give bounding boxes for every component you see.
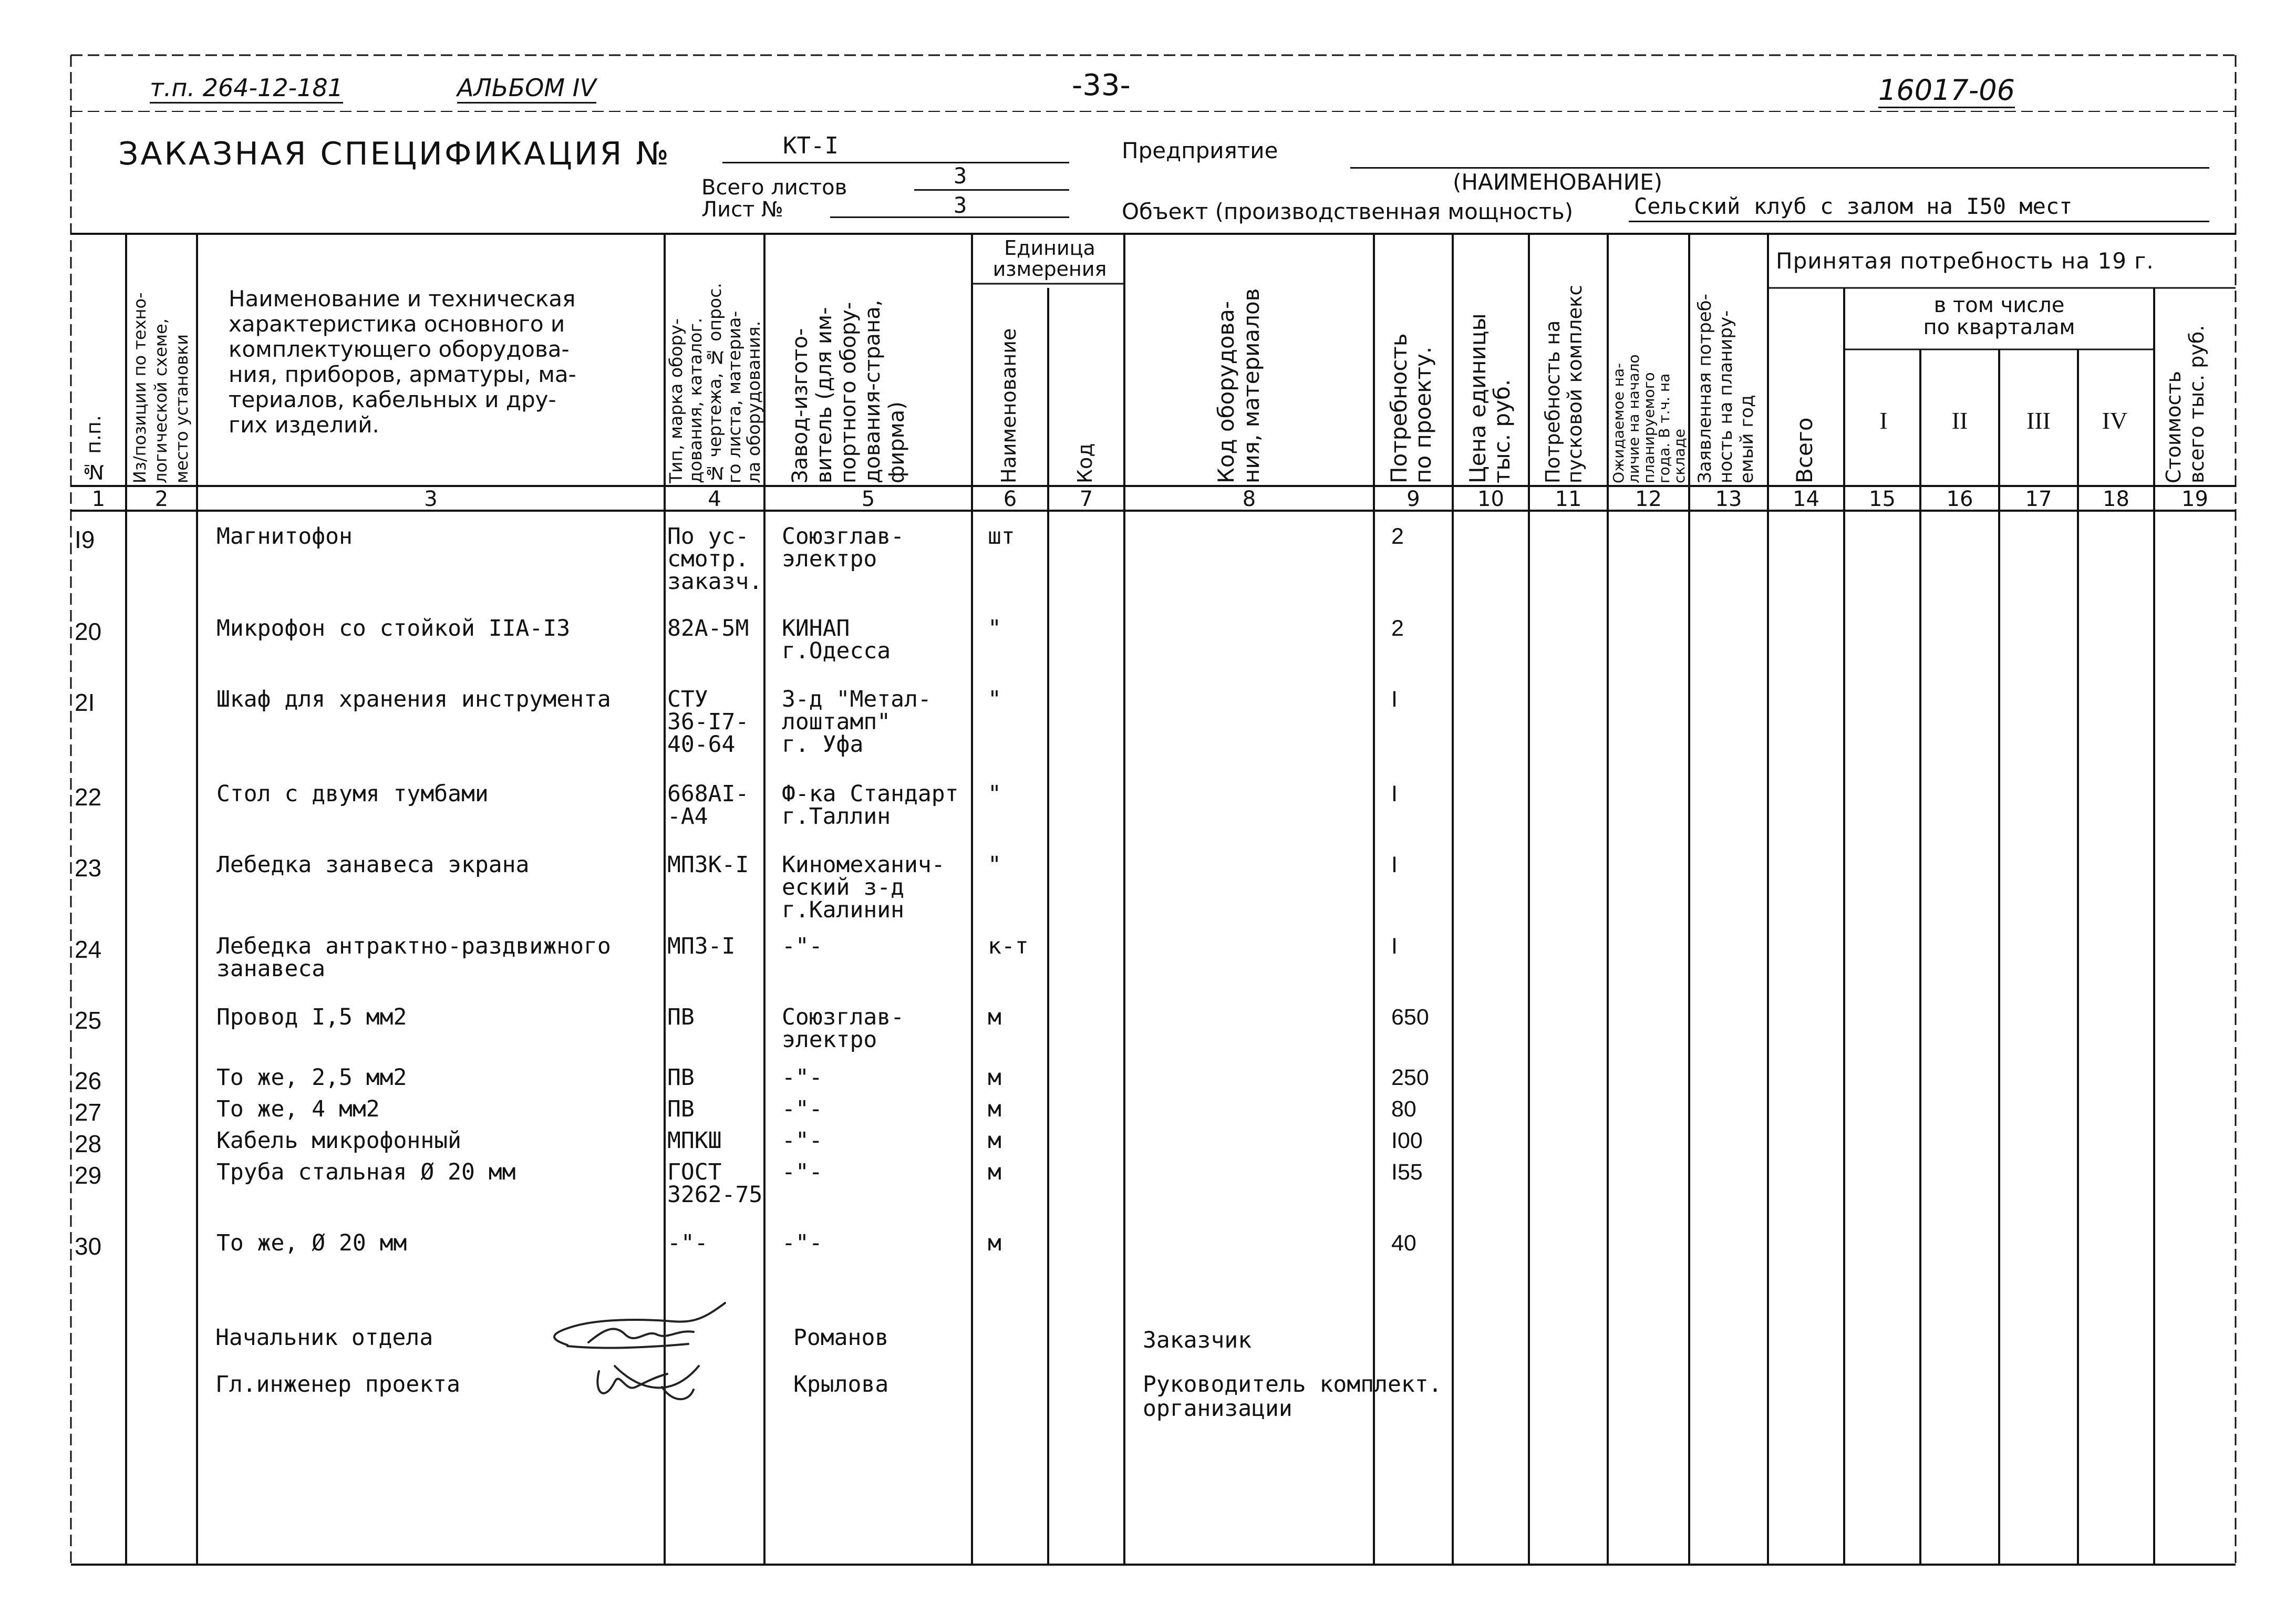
item-name: Провод I,5 мм2 bbox=[216, 1004, 407, 1030]
column-number: 6 bbox=[1003, 487, 1017, 511]
dept-head-name: Романов bbox=[793, 1325, 889, 1351]
item-type: ПВ bbox=[667, 1004, 695, 1030]
item-manufacturer: Союзглав- электро bbox=[782, 1004, 904, 1053]
col-10-heading: Цена единицы тыс. руб. bbox=[1465, 313, 1515, 483]
col-19-heading: Стоимость всего тыс. руб. bbox=[2162, 325, 2208, 483]
document-number: 16017-06 bbox=[1878, 74, 2015, 108]
item-manufacturer: -"- bbox=[782, 1127, 823, 1154]
column-number: 16 bbox=[1946, 487, 1973, 511]
item-name: Лебедка занавеса экрана bbox=[216, 852, 530, 878]
item-name: То же, 4 мм2 bbox=[216, 1096, 380, 1122]
item-name: Кабель микрофонный bbox=[216, 1127, 461, 1154]
item-quantity: I bbox=[1391, 934, 1398, 959]
item-type: 82А-5М bbox=[667, 615, 749, 642]
item-name: Лебедка антрактно-раздвижного занавеса bbox=[216, 933, 611, 982]
item-name: Стол с двумя тумбами bbox=[216, 781, 489, 807]
col-7-heading: Код bbox=[1073, 443, 1097, 483]
customer-label: Заказчик bbox=[1143, 1327, 1252, 1353]
item-unit: м bbox=[988, 1230, 1001, 1256]
item-quantity: 80 bbox=[1391, 1096, 1416, 1122]
chief-engineer-name: Крылова bbox=[793, 1371, 889, 1398]
handwritten-signatures bbox=[536, 1298, 757, 1419]
item-manufacturer: Киномеханич- еский з-д г.Калинин bbox=[782, 852, 945, 923]
row-number: 20 bbox=[75, 618, 102, 645]
col-14-heading: Всего bbox=[1792, 417, 1817, 483]
item-type: 668АI- -А4 bbox=[667, 781, 749, 830]
column-number: 17 bbox=[2025, 487, 2052, 511]
item-type: СТУ 36-I7- 40-64 bbox=[667, 686, 749, 758]
item-type: ПВ bbox=[667, 1064, 695, 1091]
column-number: 11 bbox=[1555, 487, 1582, 511]
supplier-label: Руководитель комплект. организации bbox=[1143, 1371, 1442, 1422]
item-quantity: 40 bbox=[1391, 1230, 1416, 1256]
row-number: I9 bbox=[75, 526, 95, 553]
item-name: Шкаф для хранения инструмента bbox=[216, 686, 611, 712]
dept-head-label: Начальник отдела bbox=[215, 1325, 433, 1351]
total-sheets-value: 3 bbox=[954, 163, 967, 189]
item-quantity: I55 bbox=[1391, 1160, 1423, 1185]
item-quantity: I bbox=[1391, 852, 1398, 877]
item-unit: м bbox=[988, 1064, 1001, 1091]
item-type: МПЗК-I bbox=[667, 852, 749, 878]
item-unit: м bbox=[988, 1159, 1001, 1185]
row-number: 25 bbox=[75, 1007, 102, 1034]
item-quantity: 2 bbox=[1391, 616, 1404, 641]
col-11-heading: Потребность на пусковой комплекс bbox=[1542, 285, 1586, 483]
item-quantity: 650 bbox=[1391, 1005, 1429, 1030]
item-type: ГОСТ 3262-75 bbox=[667, 1159, 763, 1208]
sheet-no-value: 3 bbox=[954, 192, 967, 218]
row-number: 30 bbox=[75, 1233, 102, 1260]
item-unit: " bbox=[988, 686, 1001, 712]
item-unit: " bbox=[988, 615, 1001, 642]
item-name: Труба стальная Ø 20 мм bbox=[216, 1159, 516, 1185]
item-type: По ус- смотр. заказч. bbox=[667, 523, 763, 595]
row-number: 22 bbox=[75, 783, 102, 811]
column-number: 9 bbox=[1406, 487, 1420, 511]
column-number: 7 bbox=[1079, 487, 1093, 511]
row-number: 27 bbox=[75, 1099, 102, 1126]
item-unit: шт bbox=[988, 523, 1015, 550]
spec-title: ЗАКАЗНАЯ СПЕЦИФИКАЦИЯ № bbox=[118, 136, 671, 172]
quarters-group-heading: в том числе по кварталам bbox=[1923, 293, 2075, 339]
item-unit: к-т bbox=[988, 933, 1029, 959]
col-2-heading: Из/позиции по техно- логической схеме, место установки bbox=[130, 292, 192, 483]
album-label: АЛЬБОМ IV bbox=[457, 74, 596, 104]
col-6-heading: Наименование bbox=[997, 328, 1020, 483]
item-quantity: I bbox=[1391, 687, 1398, 712]
row-number: 24 bbox=[75, 936, 102, 963]
col-1-heading: № п.п. bbox=[82, 415, 105, 483]
item-manufacturer: Ф-ка Стандарт г.Таллин bbox=[782, 781, 959, 830]
item-quantity: I bbox=[1391, 781, 1398, 806]
chief-engineer-label: Гл.инженер проекта bbox=[215, 1371, 460, 1398]
item-unit: " bbox=[988, 852, 1001, 878]
item-manufacturer: З-д "Метал- лоштамп" г. Уфа bbox=[782, 686, 932, 758]
row-number: 23 bbox=[75, 854, 102, 882]
row-number: 28 bbox=[75, 1130, 102, 1157]
enterprise-label: Предприятие bbox=[1122, 138, 1278, 163]
item-name: Магнитофон bbox=[216, 523, 353, 550]
column-number: 10 bbox=[1477, 487, 1504, 511]
column-number: 5 bbox=[861, 487, 875, 511]
name-caption: (НАИМЕНОВАНИЕ) bbox=[1453, 169, 1662, 195]
object-value: Сельский клуб с залом на I50 мест bbox=[1634, 193, 2073, 219]
accepted-group-heading: Принятая потребность на 19 г. bbox=[1776, 248, 2154, 274]
col-4-heading: Тип, марка обору- дования, каталог. № чертежа, № опрос. го листа, материа- ла оборудования. bbox=[666, 283, 764, 483]
item-quantity: I00 bbox=[1391, 1128, 1423, 1153]
column-number: 12 bbox=[1635, 487, 1662, 511]
item-manufacturer: -"- bbox=[782, 933, 823, 959]
column-number: 18 bbox=[2103, 487, 2129, 511]
item-manufacturer: -"- bbox=[782, 1230, 823, 1256]
item-type: -"- bbox=[667, 1230, 708, 1256]
column-number: 14 bbox=[1793, 487, 1819, 511]
item-type: МПЗ-I bbox=[667, 933, 736, 959]
item-manufacturer: Союзглав- электро bbox=[782, 523, 904, 572]
object-label: Объект (производственная мощность) bbox=[1122, 199, 1574, 224]
item-unit: " bbox=[988, 781, 1001, 807]
item-type: ПВ bbox=[667, 1096, 695, 1122]
item-manufacturer: -"- bbox=[782, 1096, 823, 1122]
column-number: 3 bbox=[424, 487, 438, 511]
column-number: 4 bbox=[708, 487, 721, 511]
item-unit: м bbox=[988, 1127, 1001, 1154]
item-quantity: 250 bbox=[1391, 1065, 1429, 1090]
item-quantity: 2 bbox=[1391, 524, 1404, 549]
col-3-heading: Наименование и техническая характеристика основного и комплектующего оборудова- ния, приборов, арматуры, ма- териалов, кабельных и дру- гих изделий. bbox=[229, 286, 576, 438]
col-5-heading: Завод-изгото- витель (для им- портного обору- дования-страна, фирма) bbox=[788, 299, 909, 483]
item-unit: м bbox=[988, 1004, 1001, 1030]
item-name: То же, Ø 20 мм bbox=[216, 1230, 407, 1256]
column-number: 2 bbox=[154, 487, 169, 511]
item-manufacturer: -"- bbox=[782, 1064, 823, 1091]
col-18-heading: IV bbox=[2102, 407, 2128, 434]
spec-number: КТ-I bbox=[783, 132, 839, 159]
col-9-heading: Потребность по проекту. bbox=[1386, 333, 1436, 483]
column-number: 1 bbox=[91, 487, 106, 511]
item-manufacturer: КИНАП г.Одесса bbox=[782, 615, 891, 664]
item-type: МПКШ bbox=[667, 1127, 722, 1154]
sheet-no-label: Лист № bbox=[701, 198, 783, 222]
item-manufacturer: -"- bbox=[782, 1159, 823, 1185]
column-number: 19 bbox=[2181, 487, 2208, 511]
page-number: -33- bbox=[1072, 68, 1131, 102]
col-8-heading: Код оборудова- ния, материалов bbox=[1213, 288, 1264, 483]
col-15-heading: I bbox=[1879, 407, 1888, 434]
col-16-heading: II bbox=[1951, 407, 1968, 434]
row-number: 29 bbox=[75, 1162, 102, 1189]
col-17-heading: III bbox=[2026, 407, 2051, 434]
total-sheets-label: Всего листов bbox=[701, 175, 847, 200]
col-13-heading: Заявленная потреб- ность на планиру- емый год bbox=[1694, 294, 1757, 483]
column-number: 13 bbox=[1715, 487, 1742, 511]
row-number: 26 bbox=[75, 1067, 102, 1094]
item-unit: м bbox=[988, 1096, 1001, 1122]
column-number: 15 bbox=[1869, 487, 1896, 511]
album-reference: т.п. 264-12-181 bbox=[150, 74, 343, 104]
row-number: 2I bbox=[75, 689, 95, 716]
item-name: Микрофон со стойкой IIA-I3 bbox=[216, 615, 571, 642]
unit-group-heading: Единица измерения bbox=[992, 236, 1107, 281]
column-number: 8 bbox=[1242, 487, 1256, 511]
col-12-heading: Ожидаемое на- личие на начало планируемого года. В т.ч. на складе bbox=[1610, 354, 1688, 483]
item-name: То же, 2,5 мм2 bbox=[216, 1064, 407, 1091]
